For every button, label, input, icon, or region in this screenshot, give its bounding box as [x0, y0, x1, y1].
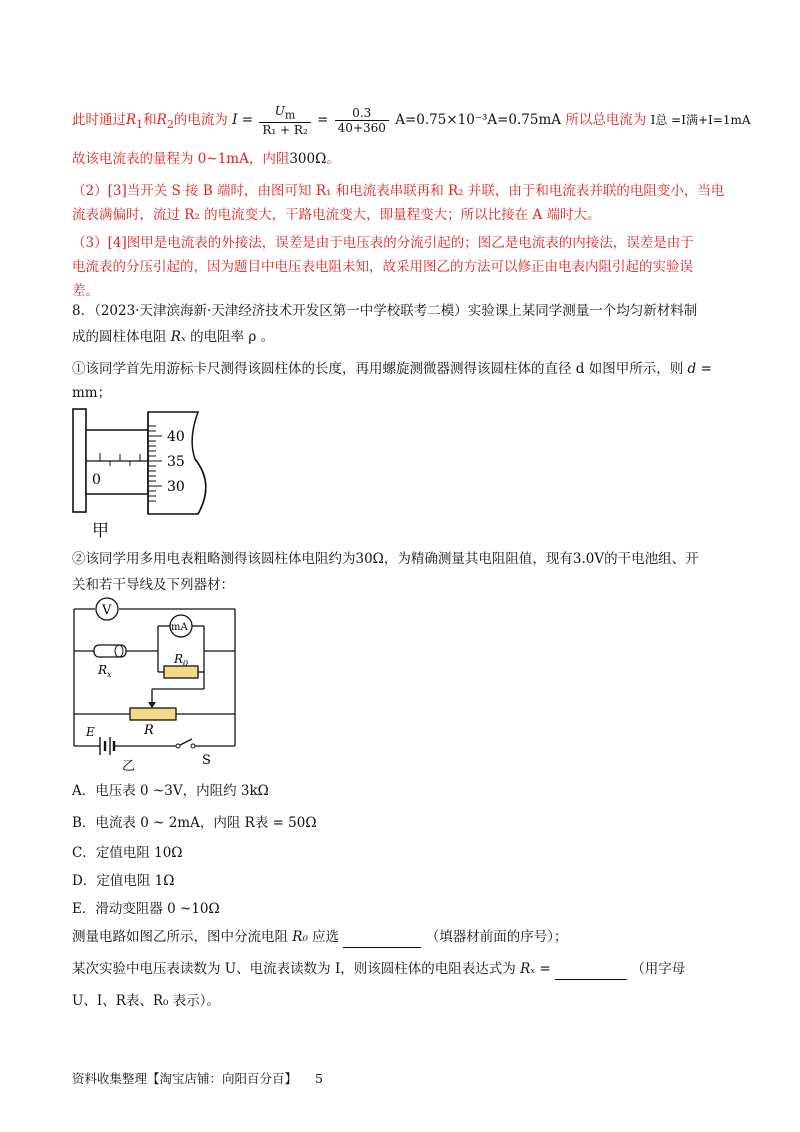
- r0-label: $R_0$: [174, 652, 189, 668]
- solution-text: 所以总电流为: [565, 112, 647, 129]
- emf-label: E: [86, 725, 95, 739]
- d-symbol: d =: [687, 361, 712, 377]
- ask1-text: 测量电路如图乙所示，图中分流电阻: [72, 929, 288, 945]
- solution-p2-line2: 流表满偏时，流过 R₂ 的电流变大，干路电流变大，即量程变大；所以比接在 A 端时大。: [72, 207, 601, 223]
- question-text: 的电阻率 ρ 。: [190, 329, 275, 345]
- ask1-line: [72, 926, 568, 948]
- ask2-line2: U、I、R表、R₀ 表示）。: [72, 993, 220, 1009]
- cylinder-resistor: [94, 645, 126, 657]
- option-e: E．滑动变阻器 0 ~10Ω: [72, 901, 220, 917]
- ask2-line1: [72, 958, 685, 980]
- r1-symbol: R: [126, 112, 137, 129]
- r0-resistor: [164, 666, 198, 678]
- step2-text: ②该同学用多用电表粗略测得该圆柱体电阻约为: [72, 551, 356, 567]
- frac-num: 0.3: [335, 106, 389, 121]
- circuit-figure: [66, 596, 246, 772]
- rx-label: $R_x$: [98, 663, 112, 679]
- answer-blank-r0[interactable]: [343, 931, 421, 948]
- solution-text: 的电流为: [173, 112, 228, 129]
- frac-num-sub: m: [284, 108, 296, 122]
- step2-resistance: 30Ω: [355, 551, 384, 567]
- rheostat-label: R: [144, 723, 154, 738]
- step1-text: ①该同学首先用游标卡尺测得该圆柱体的长度，再用螺旋测微器测得该圆柱体的直径 d 如图甲所示，则: [72, 361, 684, 377]
- r1-sub: 1: [136, 117, 144, 131]
- option-a: A．电压表 0 ~3V，内阻约 3kΩ: [72, 783, 269, 799]
- solution-text: 和: [143, 112, 157, 129]
- page-number: 5: [315, 1071, 323, 1086]
- micrometer-frame: [73, 409, 86, 512]
- milliammeter-label: mA: [171, 622, 188, 633]
- rx-equals: Rₓ =: [520, 961, 551, 977]
- solution-line-2: [72, 148, 340, 170]
- rheostat: [130, 708, 176, 720]
- ask1-text: （填器材前面的序号）；: [425, 929, 568, 945]
- total-current-eq: I总 =I满+I=1mA: [650, 113, 751, 128]
- r0-symbol: R₀: [292, 929, 308, 945]
- step1-unit: mm；: [72, 385, 112, 401]
- question-line-2: [72, 326, 274, 348]
- rx-symbol: Rₓ: [170, 329, 186, 345]
- question-line-1: 8．（2023·天津滨海新·天津经济技术开发区第一中学校联考二模）实验课上某同学测量一个均匀新材料制: [72, 303, 698, 319]
- ask1-text: 应选: [312, 929, 340, 945]
- figure-caption-jia: 甲: [92, 521, 109, 541]
- thimble-label-40: 40: [167, 429, 185, 445]
- solution-p3-line3: 差。: [72, 283, 99, 299]
- question-text: 成的圆柱体电阻: [72, 329, 167, 345]
- ask2-text: （用字母: [631, 961, 686, 977]
- fraction-values: [335, 106, 389, 135]
- option-d: D．定值电阻 1Ω: [72, 873, 175, 889]
- step2-voltage: 3.0V: [572, 551, 605, 567]
- solution-p3-line1: （3）[4]图甲是电流表的外接法，误差是由于电压表的分流引起的；图乙是电流表的内接法，误差是由于: [72, 235, 694, 251]
- current-equation: I = $\frac{U_m}{\text{R₁ + R₂}}$ = $\frac{0.3}{40+360}$ A=0.75×10⁻³A=0.75mA: [232, 104, 562, 138]
- thimble-label-30: 30: [167, 479, 185, 495]
- resistance-value: 300Ω: [289, 151, 327, 167]
- figure-caption-yi: 乙: [122, 759, 136, 772]
- answer-blank-rx[interactable]: [555, 963, 627, 980]
- switch-contact: [191, 744, 195, 748]
- frac-num: U: [274, 104, 285, 118]
- eq-i: I: [232, 112, 238, 129]
- main-scale-zero: 0: [92, 472, 101, 488]
- solution-text: 。: [326, 151, 340, 167]
- r2-symbol: R: [156, 112, 167, 129]
- step2-line1: [72, 548, 699, 570]
- page-footer: [72, 1068, 323, 1090]
- solution-text: 故该电流表的量程为 0~1mA，内阻: [72, 151, 290, 167]
- solution-text: 此时通过: [72, 112, 126, 129]
- step1-line: [72, 358, 712, 380]
- ask2-text: 某次实验中电压表读数为 U、电流表读数为 I，则该圆柱体的电阻表达式为: [72, 961, 516, 977]
- slider-arrow: [148, 702, 156, 708]
- switch-pivot: [176, 744, 180, 748]
- frac-den: 40+360: [337, 121, 386, 136]
- step2-line2: 关和若干导线及下列器材：: [72, 577, 234, 593]
- micrometer-figure: [70, 404, 220, 542]
- step2-text: 的干电池组、开: [604, 551, 699, 567]
- solution-p3-line2: 电流表的分压引起的，因为题目中电压表电阻未知，故采用图乙的方法可以修正由电表内阻引起的实验误: [72, 259, 693, 275]
- footer-text: 资料收集整理【淘宝店铺：向阳百分百】: [72, 1071, 298, 1086]
- option-b: B．电流表 0 ~ 2mA，内阻 R表 = 50Ω: [72, 815, 317, 831]
- eq-result: A=0.75×10⁻³A=0.75mA: [395, 112, 562, 129]
- switch-label: S: [202, 753, 211, 768]
- solution-line-1: [72, 104, 751, 137]
- circuit-wires: [74, 609, 235, 746]
- step2-text: ，为精确测量其电阻阻值，现有: [383, 551, 573, 567]
- frac-den: R₁ + R₂: [262, 123, 308, 138]
- thimble-label-35: 35: [167, 454, 185, 470]
- option-c: C．定值电阻 10Ω: [72, 845, 183, 861]
- r2-sub: 2: [166, 117, 174, 131]
- solution-p2-line1: （2）[3]当开关 S 接 B 端时，由图可知 R₁ 和电流表串联再和 R₂ 并联，由于和电流表并联的电阻变小，当电: [72, 183, 725, 199]
- fraction-um: [259, 104, 310, 137]
- voltmeter-label: V: [102, 603, 112, 618]
